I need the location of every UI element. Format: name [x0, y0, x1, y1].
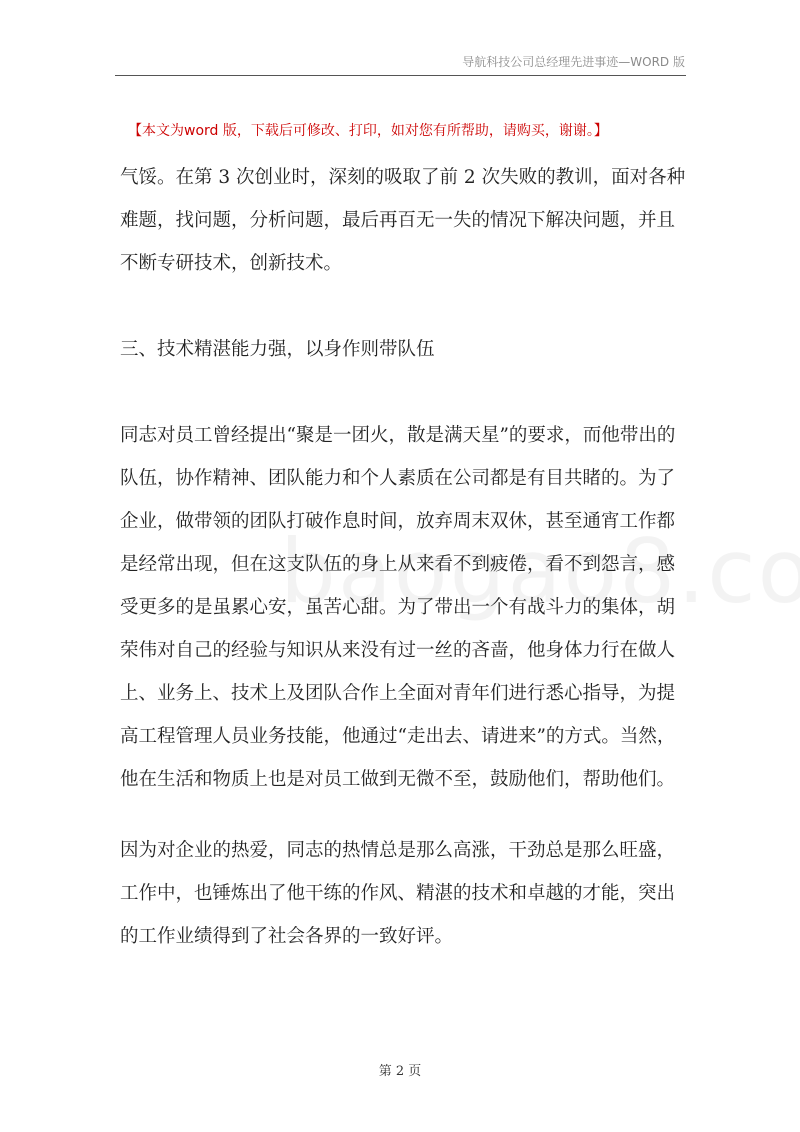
text-line: 气馁。在第 3 次创业时，深刻的吸取了前 2 次失败的教训，面对各种 [120, 167, 686, 188]
paragraph-1 [120, 156, 690, 285]
text-line: 同志对员工曾经提出“聚是一团火，散是满天星”的要求，而他带出的 [120, 425, 676, 446]
download-notice: 【本文为word 版，下载后可修改、打印，如对您有所帮助，请购买，谢谢。】 [128, 123, 608, 139]
text-line: 难题，找问题，分析问题，最后再百无一失的情况下解决问题，并且 [120, 210, 676, 231]
paragraph-3 [120, 829, 690, 958]
text-line: 工作中，也锤炼出了他干练的作风、精湛的技术和卓越的才能，突出 [120, 883, 676, 904]
text-line: 他在生活和物质上也是对员工做到无微不至，鼓励他们，帮助他们。 [120, 769, 676, 790]
text-line: 荣伟对自己的经验与知识从来没有过一丝的吝啬，他身体力行在做人 [120, 640, 676, 661]
text-line: 高工程管理人员业务技能，他通过“走出去、请进来”的方式。当然， [120, 726, 676, 747]
text-line: 受更多的是虽累心安，虽苦心甜。为了带出一个有战斗力的集体，胡 [120, 597, 676, 618]
page-number: 第 2 页 [378, 1064, 422, 1079]
text-line: 队伍，协作精神、团队能力和个人素质在公司都是有目共睹的。为了 [120, 468, 676, 489]
text-line: 的工作业绩得到了社会各界的一致好评。 [120, 926, 454, 947]
text-line: 上、业务上、技术上及团队合作上全面对青年们进行悉心指导，为提 [120, 683, 676, 704]
text-line: 是经常出现，但在这支队伍的身上从来看不到疲倦，看不到怨言，感 [120, 554, 676, 575]
header-divider [115, 75, 686, 76]
text-line: 企业，做带领的团队打破作息时间，放弃周末双休，甚至通宵工作都 [120, 511, 676, 532]
header-title: 导航科技公司总经理先进事迹—WORD 版 [462, 55, 685, 69]
paragraph-2 [120, 414, 690, 801]
text-line: 因为对企业的热爱，同志的热情总是那么高涨，干劲总是那么旺盛， [120, 840, 676, 861]
heading-text: 三、技术精湛能力强，以身作则带队伍 [120, 339, 435, 360]
section-heading [120, 328, 690, 371]
text-line: 不断专研技术，创新技术。 [120, 253, 343, 274]
